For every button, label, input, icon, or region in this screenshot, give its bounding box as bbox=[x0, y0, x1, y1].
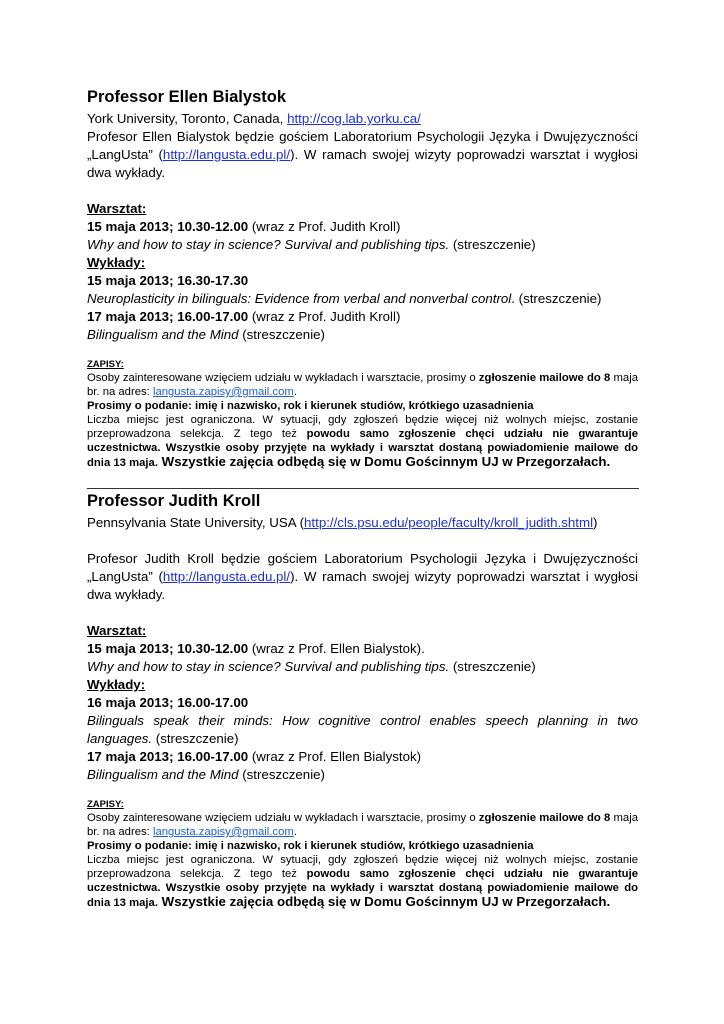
lecture1-date: 15 maja 2013; 16.30-17.30 bbox=[87, 273, 249, 288]
intro-paragraph: Profesor Ellen Bialystok będzie gościem Laboratorium Psychologii Języka i Dwujęzyczności „LangUsta” (http://langusta.edu.pl/). W ramach swojej wizyty poprowadzi warsztat i wygłosi dwa wykłady. bbox=[87, 129, 638, 180]
signup-requirements: Prosimy o podanie: imię i nazwisko, rok i kierunek studiów, krótkiego uzasadnienia bbox=[87, 840, 534, 852]
lecture1-date: 16 maja 2013; 16.00-17.00 bbox=[87, 695, 249, 710]
lecture1-title-line: Bilinguals speak their minds: How cognitive control enables speech planning in two languages. (streszczenie) bbox=[87, 713, 638, 746]
workshop-date-line: 15 maja 2013; 10.30-12.00 (wraz z Prof. Judith Kroll) bbox=[87, 219, 401, 234]
signup-text: Osoby zainteresowane wzięciem udziału w wykładach i warsztacie, prosimy o zgłoszenie mailowe do 8 maja br. na adres: langusta.zapisy@gmail.com. bbox=[87, 372, 639, 398]
langusta-link[interactable]: http://langusta.edu.pl/ bbox=[162, 569, 291, 584]
section-divider bbox=[87, 488, 639, 489]
signup-heading: ZAPISY: bbox=[87, 799, 124, 810]
lecture2-date-line: 17 maja 2013; 16.00-17.00 (wraz z Prof. Judith Kroll) bbox=[87, 309, 401, 324]
signup-requirements: Prosimy o podanie: imię i nazwisko, rok i kierunek studiów, krótkiego uzasadnienia bbox=[87, 400, 534, 412]
workshop-date-line: 15 maja 2013; 10.30-12.00 (wraz z Prof. Ellen Bialystok). bbox=[87, 641, 425, 656]
signup-email-link[interactable]: langusta.zapisy@gmail.com bbox=[152, 826, 294, 838]
affiliation: Pennsylvania State University, USA (http://cls.psu.edu/people/faculty/kroll_judith.shtml) bbox=[87, 515, 598, 530]
section-title: Professor Judith Kroll bbox=[87, 492, 261, 510]
affiliation-link[interactable]: http://cog.lab.yorku.ca/ bbox=[287, 111, 421, 126]
signup-text: Osoby zainteresowane wzięciem udziału w wykładach i warsztacie, prosimy o zgłoszenie mailowe do 8 maja br. na adres: langusta.zapisy@gmail.com. bbox=[87, 812, 639, 838]
lecture2-title-line: Bilingualism and the Mind (streszczenie) bbox=[87, 767, 325, 782]
signup-limits: Liczba miejsc jest ograniczona. W sytuacji, gdy zgłoszeń będzie więcej niż wolnych miejsc, zostanie przeprowadzona selekcja. Z tego też powodu samo zgłoszenie chęci udziału nie gwarantuje uczestnictwa. Wszystkie osoby przyjęte na wykłady i warsztat dostaną powiadomienie mailowe do dnia 13 maja. Wszystkie zajęcia odbędą się w Domu Gościnnym UJ w Przegorzałach. bbox=[87, 414, 638, 469]
lectures-heading: Wykłady: bbox=[87, 255, 146, 270]
workshop-title-line: Why and how to stay in science? Survival and publishing tips. (streszczenie) bbox=[87, 237, 536, 252]
workshop-heading: Warsztat: bbox=[87, 623, 147, 638]
lecture2-date-line: 17 maja 2013; 16.00-17.00 (wraz z Prof. Ellen Bialystok) bbox=[87, 749, 422, 764]
lecture1-title-line: Neuroplasticity in bilinguals: Evidence from verbal and nonverbal control. (streszczenie) bbox=[87, 291, 602, 306]
signup-heading: ZAPISY: bbox=[87, 359, 124, 370]
signup-limits: Liczba miejsc jest ograniczona. W sytuacji, gdy zgłoszeń będzie więcej niż wolnych miejsc, zostanie przeprowadzona selekcja. Z tego też powodu samo zgłoszenie chęci udziału nie gwarantuje uczestnictwa. Wszystkie osoby przyjęte na wykłady i warsztat dostaną powiadomienie mailowe do dnia 13 maja. Wszystkie zajęcia odbędą się w Domu Gościnnym UJ w Przegorzałach. bbox=[87, 854, 638, 909]
langusta-link[interactable]: http://langusta.edu.pl/ bbox=[162, 147, 291, 162]
intro-paragraph: Profesor Judith Kroll będzie gościem Laboratorium Psychologii Języka i Dwujęzyczności „LangUsta” (http://langusta.edu.pl/). W ramach swojej wizyty poprowadzi warsztat i wygłosi dwa wykłady. bbox=[87, 551, 638, 602]
section-kroll bbox=[87, 490, 638, 910]
section-title: Professor Ellen Bialystok bbox=[87, 88, 286, 106]
affiliation: York University, Toronto, Canada, http://cog.lab.yorku.ca/ bbox=[87, 111, 421, 126]
lectures-heading: Wykłady: bbox=[87, 677, 146, 692]
lecture2-title-line: Bilingualism and the Mind (streszczenie) bbox=[87, 327, 325, 342]
section-bialystok bbox=[87, 86, 638, 470]
signup-email-link[interactable]: langusta.zapisy@gmail.com bbox=[152, 386, 294, 398]
workshop-heading: Warsztat: bbox=[87, 201, 147, 216]
workshop-title-line: Why and how to stay in science? Survival and publishing tips. (streszczenie) bbox=[87, 659, 536, 674]
affiliation-link[interactable]: http://cls.psu.edu/people/faculty/kroll_judith.shtml bbox=[304, 515, 594, 530]
